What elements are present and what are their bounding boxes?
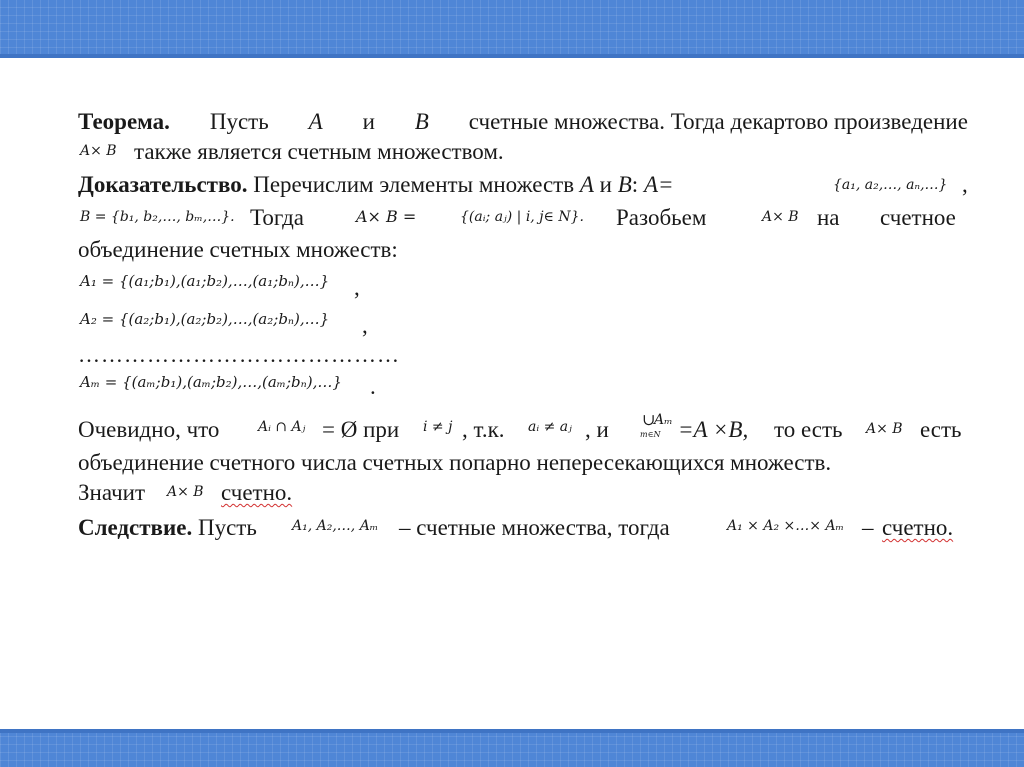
union-line: объединение счетного числа счетных попарно непересекающихся множеств.	[78, 450, 832, 475]
var-b: B	[414, 109, 429, 134]
var-a-2: A	[579, 172, 594, 197]
word-countable: счетное	[880, 205, 956, 230]
union-subscript: m∈N	[640, 430, 661, 439]
theorem-post: счетные множества. Тогда декартово произведение	[468, 109, 968, 134]
formula-pairs: {(aᵢ; aⱼ) | i, j∈ N}.	[460, 209, 584, 225]
word-on: на	[817, 205, 840, 230]
that-is: то есть	[774, 417, 843, 442]
formula-ai-neq-aj: aᵢ ≠ aⱼ	[528, 419, 572, 435]
formula-ai-cap-aj: Aᵢ ∩ Aⱼ	[258, 419, 306, 435]
conj-and-2: и	[599, 172, 612, 197]
corollary-dash: –	[862, 515, 874, 540]
proof-line-1: Доказательство. Перечислим элементы множеств A и B: A=	[78, 172, 674, 197]
formula-axb-3: A× B	[866, 421, 903, 437]
theorem-line-2: также является счетным множеством.	[134, 139, 504, 164]
var-b-2: B	[617, 172, 632, 197]
proof-label: Доказательство.	[78, 172, 248, 197]
top-banner-edge	[0, 54, 1024, 58]
formula-a1-set: A₁ = {(a₁;b₁),(a₁;b₂),…,(a₁;bₙ),…}	[80, 272, 330, 290]
formula-b-set: B = {b₁, b₂,…, bₘ,…}.	[80, 209, 235, 225]
corollary-line	[78, 513, 257, 543]
proof-then: Тогда	[250, 205, 305, 230]
empty-when: = Ø при	[322, 417, 400, 442]
proof-line-3: объединение счетных множеств:	[78, 237, 398, 262]
corollary-end: счетно.	[882, 515, 954, 540]
corollary-label: Следствие.	[78, 515, 193, 540]
corollary-mid: – счетные множества, тогда	[399, 515, 670, 540]
conj-and: и	[362, 109, 375, 134]
thus-text: Значит	[78, 480, 146, 505]
formula-am-set: Aₘ = {(aₘ;b₁),(aₘ;b₂),…,(aₘ;bₙ),…}	[80, 373, 342, 391]
is-word: есть	[920, 417, 962, 442]
eq-axb: =A ×B,	[678, 417, 749, 442]
formula-axb-4: A× B	[167, 484, 204, 500]
bottom-banner-edge	[0, 729, 1024, 733]
obvious-text: Очевидно, что	[78, 417, 220, 442]
theorem-line-1	[78, 107, 968, 137]
proof-text-1: Перечислим элементы множеств	[253, 172, 575, 197]
ellipsis-line: ……………………………………	[78, 342, 400, 367]
a1-comma: ,	[354, 275, 360, 300]
bottom-banner	[0, 729, 1024, 767]
union-am: Aₘ	[654, 412, 673, 428]
corollary-pre: Пусть	[197, 515, 257, 540]
formula-axb-eq: A× B =	[356, 207, 417, 226]
formula-a-prod: A₁ × A₂ ×…× Aₘ	[727, 518, 845, 534]
formula-a-set: {a₁, a₂,…, aₙ,…}	[833, 177, 948, 193]
formula-a2-set: A₂ = {(a₂;b₁),(a₂;b₂),…,(a₂;bₙ),…}	[80, 310, 330, 328]
since-text: , т.к.	[462, 417, 505, 442]
countable-word: счетно.	[221, 480, 293, 505]
proof-comma: ,	[962, 172, 968, 197]
formula-a-list: A₁, A₂,…, Aₘ	[292, 518, 379, 534]
theorem-label: Теорема.	[78, 109, 170, 134]
formula-axb-2: A× B	[762, 209, 799, 225]
top-banner	[0, 0, 1024, 58]
a2-comma: ,	[362, 313, 368, 338]
formula-axb-1: A× B	[80, 143, 117, 159]
var-a: A	[308, 109, 323, 134]
a-eq: A=	[643, 172, 674, 197]
union-symbol	[640, 410, 676, 443]
theorem-pre: Пусть	[209, 109, 269, 134]
proof-split: Разобьем	[616, 205, 707, 230]
am-period: .	[370, 374, 376, 399]
formula-i-neq-j: i ≠ j	[423, 419, 453, 435]
union-cup: ∪	[642, 410, 656, 429]
and-text: , и	[585, 417, 609, 442]
